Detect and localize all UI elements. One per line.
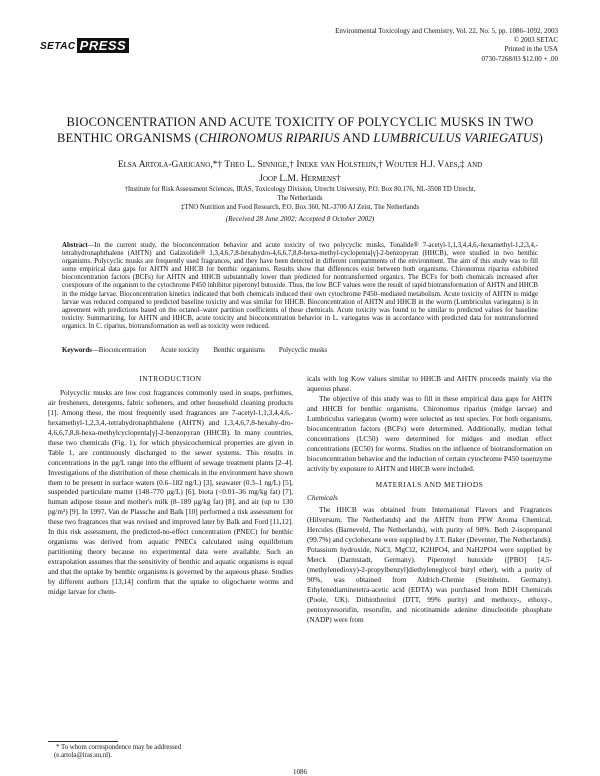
chemicals-subheading: Chemicals: [307, 493, 338, 503]
journal-citation: Environmental Toxicology and Chemistry, Vol. 22, No. 5, pp. 1086–1092, 2003: [335, 27, 558, 35]
keyword-2: Acute toxicity: [160, 347, 200, 354]
logo-press-text: PRESS: [77, 38, 130, 53]
abstract-text: —In the current study, the bioconcentration behavior and acute toxicity of two polycyclic musks, Tonalide® 7-acetyl-1,1,3,4,4,6,-hexamethyl-1,2,3,4,-tetrahydronaphthalene (AHTN) and Galaxolide® 1,3,4,6,7,8-hexahydro-4,6,6,7,8,8-hexa-methyl-cyclopenta[γ]-2-benzopyran (HHCB), were studied in two benthic organisms. Polycyclic musks are frequently used fragrances, and they have been detected in different compartments of the environment. The aim of this study was to fill some empirical data gaps for AHTN and HHCB for benthic organisms. Results show that differences exist between both organisms. Chironomus riparius exhibited bioconcentration factors (BCFs) for AHTN and HHCB substantially lower than predicted for nontransformed organics. The BCFs for both chemicals increased after coexposure of the organism to the cytochrome P450 inhibitor piperonyl butoxide. Thus, the low BCF values were the result of rapid biotransformation of AHTN and HHCB in the midge larvae. Bioconcentration kinetics indicated that both chemicals induced their own cytochrome P450–mediated metabolism. Acute toxicity of AHTN to midge larvae was reduced compared to predicted baseline toxicity and was similar for HHCB. Bioconcentration of AHTN and HHCB in the worm (Lumbriculus variegatus) is in agreement with predictions based on the octanol–water partition coefficients of these chemicals. Acute toxicity was found to be similar to predicted values for baseline toxicity. Summarizing, for AHTN and HHCB, acute toxicity and bioconcentration behavior in L. variegatus was in accordance with predicted data for nontransformed organics. In C. riparius, biotransformation as well as toxicity were reduced.: [62, 242, 538, 330]
right-paragraph-continued: icals with log Kow values similar to HHCB and AHTN proceeds mainly via the aqueous phase.: [307, 374, 552, 393]
footnote-line-1: * To whom correspondence may be addressed: [56, 744, 182, 751]
title-line-2-mid: AND: [339, 130, 374, 145]
affiliation-1: †Institute for Risk Assessment Sciences, IRAS, Toxicology Division, Utrecht University, P.O. Box 80.176, NL-3508 TD Utrecht,: [124, 186, 476, 193]
introduction-heading: INTRODUCTION: [139, 374, 202, 383]
keyword-3: Benthic organisms: [213, 347, 265, 354]
title-line-1: BIOCONCENTRATION AND ACUTE TOXICITY OF POLYCYCLIC MUSKS IN TWO: [66, 115, 534, 129]
left-column: [48, 374, 293, 597]
author-list: [40, 158, 560, 186]
keywords-label: Keywords: [62, 347, 92, 354]
right-column: [307, 374, 552, 625]
correspondence-footnote: [48, 744, 293, 761]
article-title: [40, 115, 560, 146]
keyword-1: —Bioconcentration: [91, 347, 147, 354]
methods-heading: MATERIALS AND METHODS: [375, 479, 484, 489]
affiliation-2: ‡TNO Nutrition and Food Research, P.O. Box 360, NL-3700 AJ Zeist, The Netherlands: [180, 204, 420, 211]
authors-line-2: Joop L.M. Hermens†: [259, 174, 341, 184]
title-species-1: CHIRONOMUS RIPARIUS: [199, 130, 340, 145]
title-line-2-pre: BENTHIC ORGANISMS (: [57, 130, 200, 145]
setac-press-logo: [40, 38, 129, 53]
affiliations: [40, 185, 560, 212]
introduction-paragraph: Polycyclic musks are low cost fragrances commonly used in soaps, perfumes, air fresheners, detergents, fabric softeners, and other household cleaning products [1]. Among these, the most frequently used fragrances are 7-acetyl-1,1,3,4,4,6,-hexamethyl-1,2,3,4,-tetrahydronaphthalene (AHTN) and 1,3,4,6,7,8-hexahy-dro-4,6,6,7,8,8-hexa-methylcyclopenta[γ]-2-benzopyran (HHCB). In many countries, these two chemicals (Fig. 1), for which physicochemical properties are given in Table 1, are continuously discharged to the sewer systems. This results in concentrations in the μg/L range into the effluent of sewage treatment plants [2–4]. Investigations of the distribution of these chemicals in the environment have shown them to be present in surface waters (0.6–182 ng/L) [3], seawater (0.3–1 ng/L) [5], suspended particulate matter (148–770 μg/L) [6], biota (<0.01–36 mg/kg fat) [7], human adipose tissue and mother's milk (8–189 μg/kg fat) [8], and air (up to 130 pg/m³) [9]. In 1997, Van de Plassche and Balk [10] performed a risk assessment for these two fragrances that was revised and improved later by Balk and Ford [11,12]. In this risk assessment, the predicted-no-effect concentration (PNEC) for benthic organisms was derived from aquatic PNECs calculated using equilibrium partitioning theory because no experimental data were available. Such an extrapolation assumes that the sensitivity of benthic and aquatic organisms is equal and that the uptake by benthic organisms is governed by the aqueous phase. Studies by different authors [13,14] confirm that the uptake to oligochaete worms and midge larvae for chem-: [48, 387, 293, 597]
affiliation-1-cont: The Netherlands: [277, 195, 323, 202]
journal-info: [268, 27, 558, 64]
footnote-divider: [48, 741, 118, 742]
journal-code: 0730-7268/03 $12.00 + .00: [481, 54, 558, 63]
journal-copyright: © 2003 SETAC: [513, 36, 558, 45]
chemicals-paragraph: The HHCB was obtained from International Flavors and Fragrances (Hilversum, The Netherlands) and the AHTN from PFW Aroma Chemical, Hercules (Barneveld, The Netherlands), with purity of 98%. Both 2-isopropanol (99.7%) and cyclohexane were supplied by J.T. Baker (Deventer, The Netherlands). Potassium hydroxide, NaCl, MgCl2, K2HPO4, and NaH2PO4 were supplied by Merck (Darmstadt, Germany). Piperonyl butoxide ([PBO] [4,5-(methylenedioxy)-2-propylbenzyl]diethyleneglycol butyl ether), with a purity of 90%, was obtained from Aldrich-Chemie (Steinheim, Germany). Ethylenediaminetetra-acetic acid (EDTA) was purchased from BDH Chemicals (Poole, UK). Dithiothreitol (DTT, 99% purity) and methoxy-, ethoxy-, pentoxyresorufin, resorufin, and nicotinamide adenine dinucleotide phosphate (NADP) were from: [307, 505, 552, 624]
keywords: [62, 347, 538, 354]
logo-setac-text: SETAC: [40, 41, 76, 52]
title-line-2: [40, 131, 560, 147]
keyword-4: Polycyclic musks: [278, 347, 328, 354]
title-line-2-post: ): [538, 130, 543, 145]
title-species-2: LUMBRICULUS VARIEGATUS: [373, 130, 539, 145]
footnote-email: (e.artola@iras.uu.nl).: [54, 752, 112, 760]
received-dates: (Received 28 June 2002; Accepted 8 October 2002): [225, 215, 375, 223]
journal-printed: Printed in the USA: [504, 45, 558, 54]
abstract: [62, 242, 538, 331]
objective-paragraph: The objective of this study was to fill in these empirical data gaps for AHTN and HHCB for benthic organisms. Chironomus riparius (midge larvae) and Lumbriculus variegatus (worm) were selected as test species. For both organisms, bioconcentration factors (BCFs) were determined. Additionally, median lethal concentrations (LC50) were determined for midges and median effect concentrations (EC50) for worms. Studies on the influence of biotransformation on bioconcentration behavior and the induction of certain cytochrome P450 isoenzyme activity by exposure to AHTN and HHCB were included.: [307, 393, 552, 473]
page-number: 1086: [293, 768, 307, 776]
abstract-label: Abstract: [62, 242, 88, 249]
authors-line-1: Elsa Artola-Garicano,*† Theo L. Sinnige,† Ineke van Holsteijn,† Wouter H.J. Vaes,‡ and: [117, 160, 483, 170]
